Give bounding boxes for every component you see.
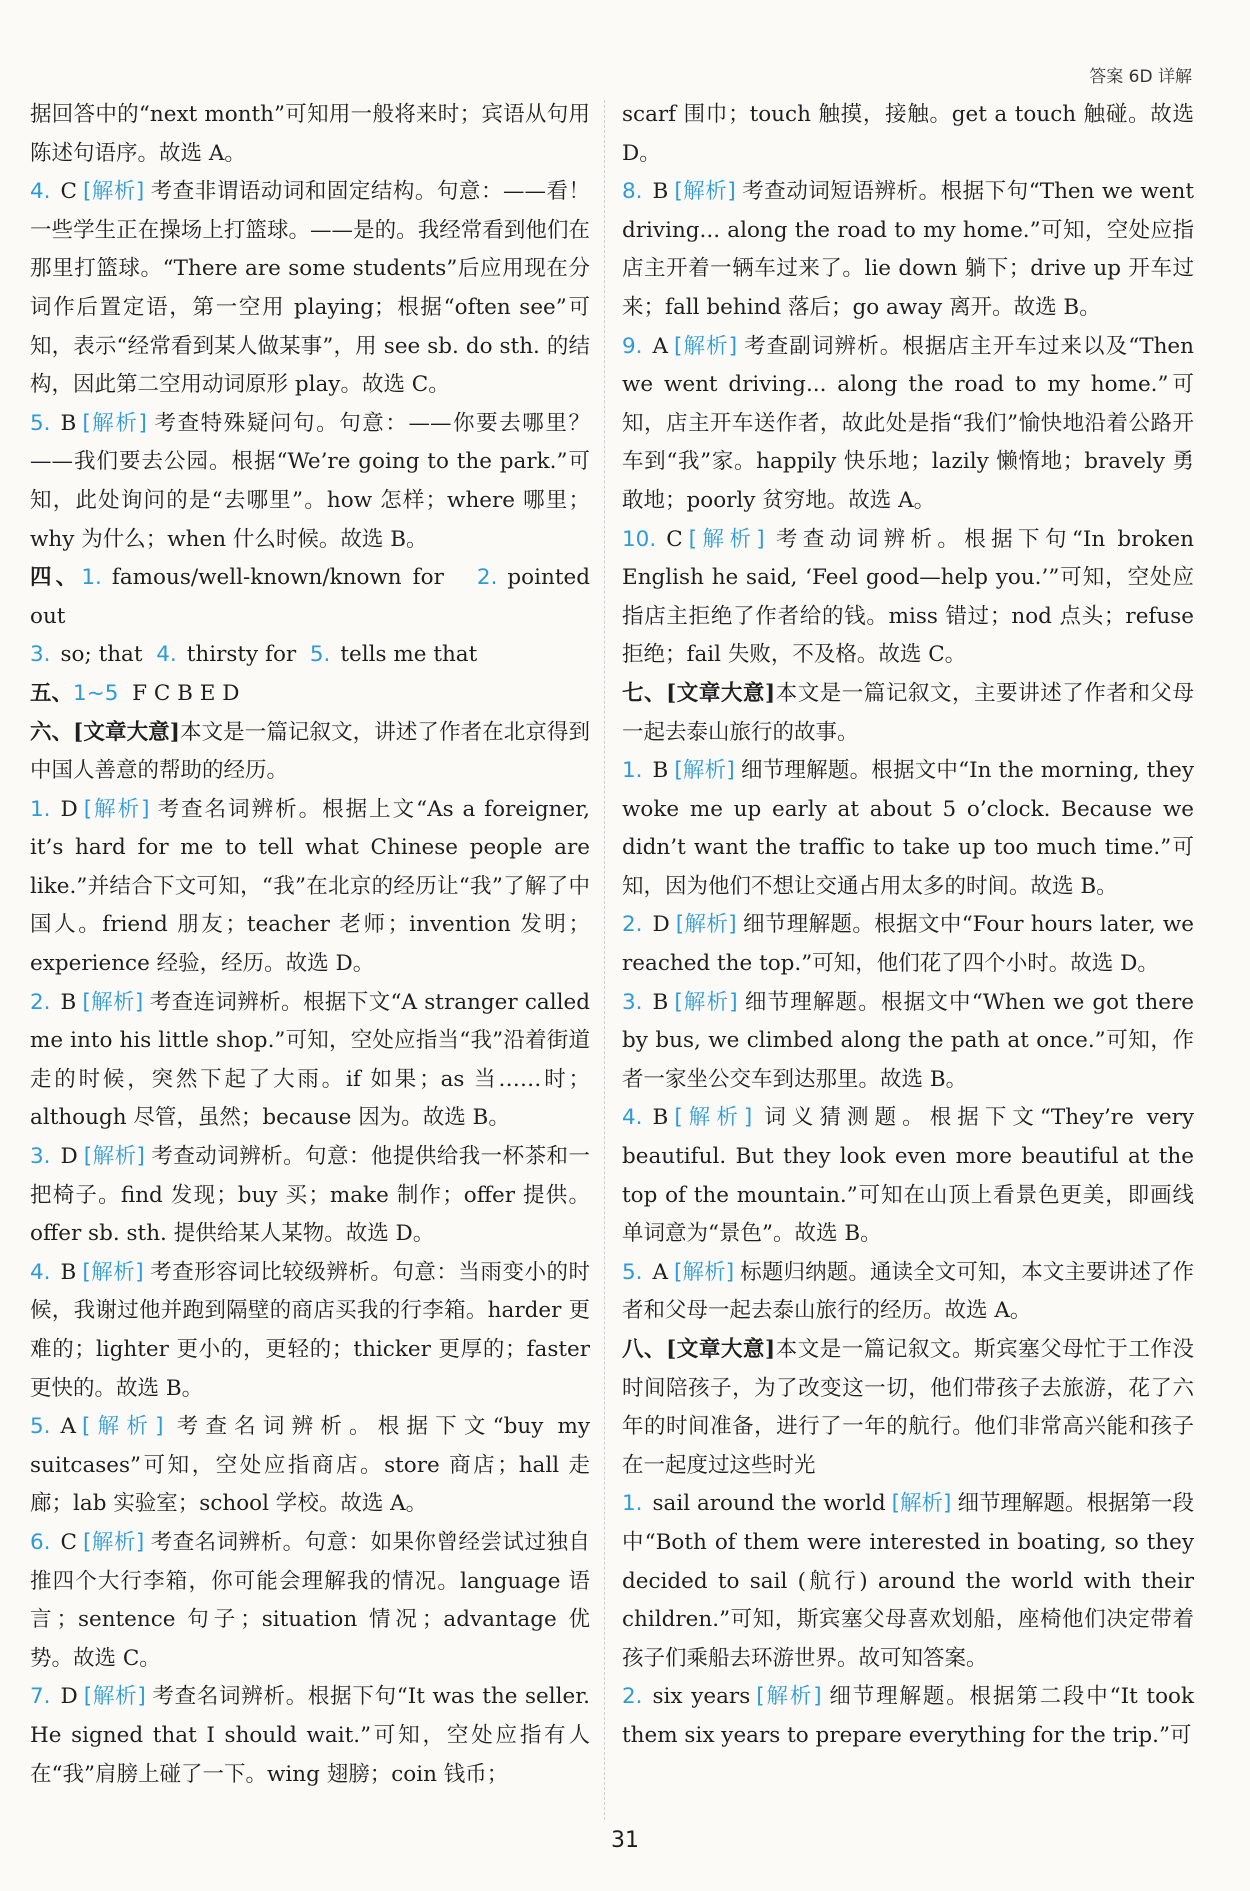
answer-item-6-4: 4. B[ 解析 ] 考查形容词比较级辨析。句意：当雨变小的时候，我谢过他并跑到隔壁的商店买我的行李箱。harder 更难的；lighter 更小的，更轻的；thicker 更厚的；faster 更快的。故选 B。 xyxy=(30,1254,590,1408)
answer-item-8-2: 2. six years[ 解析 ] 细节理解题。根据第二段中“It took them six years to prepare everything for the trip.”可 xyxy=(622,1678,1194,1755)
answer-item-6-1: 1. D[ 解析 ] 考查名词辨析。根据上文“As a foreigner, it’s hard for me to tell what Chinese people are like.”并结合下文可知，“我”在北京的经历让“我”了解了中国人。friend 朋友；teacher 老师；invention 发明；experience 经验，经历。故选 D。 xyxy=(30,791,590,984)
answer-item-6-9: 9. A[ 解析 ] 考查副词辨析。根据店主开车过来以及“Then we went driving... along the road to my home.”可知，店主开车送作者，故此处是指“我们”愉快地沿着公路开车到“我”家。happily 快乐地；lazily 懒惰地；bravely 勇敢地；poorly 贫穷地。故选 A。 xyxy=(622,328,1194,521)
continued-paragraph: 据回答中的“next month”可知用一般将来时；宾语从句用陈述句语序。故选 A。 xyxy=(30,102,590,166)
answer-item-7-5: 5. A[ 解析 ] 标题归纳题。通读全文可知，本文主要讲述了作者和父母一起去泰山旅行的经历。故选 A。 xyxy=(622,1254,1194,1331)
answer-item-6-10: 10. C[ 解析 ] 考查动词辨析。根据下句“In broken English he said, ‘Feel good—help you.’”可知，空处应指店主拒绝了作者给的钱。miss 错过；nod 点头；refuse 拒绝；fail 失败，不及格。故选 C。 xyxy=(622,521,1194,675)
answer-item-6-8: 8. B[ 解析 ] 考查动词短语辨析。根据下句“Then we went driving... along the road to my home.”可知，空处应指店主开着一辆车过来了。lie down 躺下；drive up 开车过来；fall behind 落后；go away 离开。故选 B。 xyxy=(622,173,1194,327)
page-header: 答案 6D 详解 xyxy=(1089,67,1192,87)
analysis-text: 考查特殊疑问句。句意：——你要去哪里？——我们要去公园。根据“We’re going to the park.”可知，此处询问的是“去哪里”。how 怎样；where 哪里；why 为什么；when 什么时候。故选 B。 xyxy=(30,410,590,552)
answer-item-6-7: 7. D[ 解析 ] 考查名词辨析。根据下句“It was the seller. He signed that I should wait.”可知，空处应指有人在“我”肩膀上碰了一下。wing 翅膀；coin 钱币； xyxy=(30,1678,590,1794)
answer-item-6-5: 5. A[ 解析 ] 考查名词辨析。根据下文“buy my suitcases”可知，空处应指商店。store 商店；hall 走廊；lab 实验室；school 学校。故选 A。 xyxy=(30,1408,590,1524)
column-divider xyxy=(604,100,605,1820)
answer-item-7-4: 4. B[ 解析 ] 词义猜测题。根据下文“They’re very beautiful. But they look even more beautiful at the top of the mountain.”可知在山顶上看景色更美，即画线单词意为“景色”。故选 B。 xyxy=(622,1099,1194,1253)
analysis-tag: [ 解析 ] xyxy=(82,411,147,436)
section-6: 六、[文章大意]本文是一篇记叙文，讲述了作者在北京得到中国人善意的帮助的经历。 xyxy=(30,719,590,784)
right-column xyxy=(622,96,1194,1756)
answer-item-6-6: 6. C[ 解析 ] 考查名词辨析。句意：如果你曾经尝试过独自推四个大行李箱，你可能会理解我的情况。language 语言；sentence 句子；situation 情况；advantage 优势。故选 C。 xyxy=(30,1524,590,1678)
answer-item-8-1: 1. sail around the world[ 解析 ] 细节理解题。根据第一段中“Both of them were interested in boating, so they decided to sail (航行) around the world with their children.”可知，斯宾塞父母喜欢划船，座椅他们决定带着孩子们乘船去环游世界。故可知答案。 xyxy=(622,1485,1194,1678)
answer-letter: C xyxy=(60,179,77,205)
section-8: 八、[文章大意]本文是一篇记叙文。斯宾塞父母忙于工作没时间陪孩子，为了改变这一切，他们带孩子去旅游，花了六年的时间准备，进行了一年的航行。他们非常高兴能和孩子在一起度过这些时光 xyxy=(622,1337,1194,1478)
answer-item-7-1: 1. B[ 解析 ] 细节理解题。根据文中“In the morning, they woke me up early at about 5 o’clock. Because we didn’t want the traffic to take up too much time.”可知，因为他们不想让交通占用太多的时间。故选 B。 xyxy=(622,752,1194,906)
answer-item-7-2: 2. D[ 解析 ] 细节理解题。根据文中“Four hours later, we reached the top.”可知，他们花了四个小时。故选 D。 xyxy=(622,906,1194,983)
analysis-text: 考查非谓语动词和固定结构。句意：——看！一些学生正在操场上打篮球。——是的。我经常看到他们在那里打篮球。“There are some students”后应用现在分词作后置定语，第一空用 playing；根据“often see”可知，表示“经常看到某人做某事”，用 see sb. do sth. 的结构，因此第二空用动词原形 play。故选 C。 xyxy=(30,179,590,398)
answer-item-4: 4. C[ 解析 ] 考查非谓语动词和固定结构。句意：——看！一些学生正在操场上打篮球。——是的。我经常看到他们在那里打篮球。“There are some students”后应用现在分词作后置定语，第一空用 playing；根据“often see”可知，表示“经常看到某人做某事”，用 see sb. do sth. 的结构，因此第二空用动词原形 play。故选 C。 xyxy=(30,173,590,405)
answer-item-7-3: 3. B[ 解析 ] 细节理解题。根据文中“When we got there by bus, we climbed along the path at once.”可知，作者一家坐公交车到达那里。故选 B。 xyxy=(622,984,1194,1100)
left-column xyxy=(30,96,590,1794)
analysis-tag: [ 解析 ] xyxy=(83,179,144,204)
answer-item-5: 5. B[ 解析 ] 考查特殊疑问句。句意：——你要去哪里？——我们要去公园。根据“We’re going to the park.”可知，此处询问的是“去哪里”。how 怎样；where 哪里；why 为什么；when 什么时候。故选 B。 xyxy=(30,405,590,559)
answer-item-6-2: 2. B[ 解析 ] 考查连词辨析。根据下文“A stranger called me into his little shop.”可知，空处应指当“我”沿着街道走的时候，突然下起了大雨。if 如果；as 当……时；although 尽管，虽然；because 因为。故选 B。 xyxy=(30,984,590,1138)
section-4: 四、1. famous/well-known/known for 2. pointed out 3. so; that 4. thirsty for 5. tells me that xyxy=(30,565,590,668)
section-7: 七、[文章大意]本文是一篇记叙文，主要讲述了作者和父母一起去泰山旅行的故事。 xyxy=(622,680,1194,745)
section-5: 五、1~5 F C B E D xyxy=(30,680,240,706)
answer-letter: B xyxy=(60,410,77,436)
continued-paragraph: scarf 围巾；touch 触摸，接触。get a touch 触碰。故选 D。 xyxy=(622,102,1194,166)
page-number: 31 xyxy=(611,1828,639,1853)
answer-item-6-3: 3. D[ 解析 ] 考查动词辨析。句意：他提供给我一杯茶和一把椅子。find 发现；buy 买；make 制作；offer 提供。offer sb. sth. 提供给某人某物。故选 D。 xyxy=(30,1138,590,1254)
